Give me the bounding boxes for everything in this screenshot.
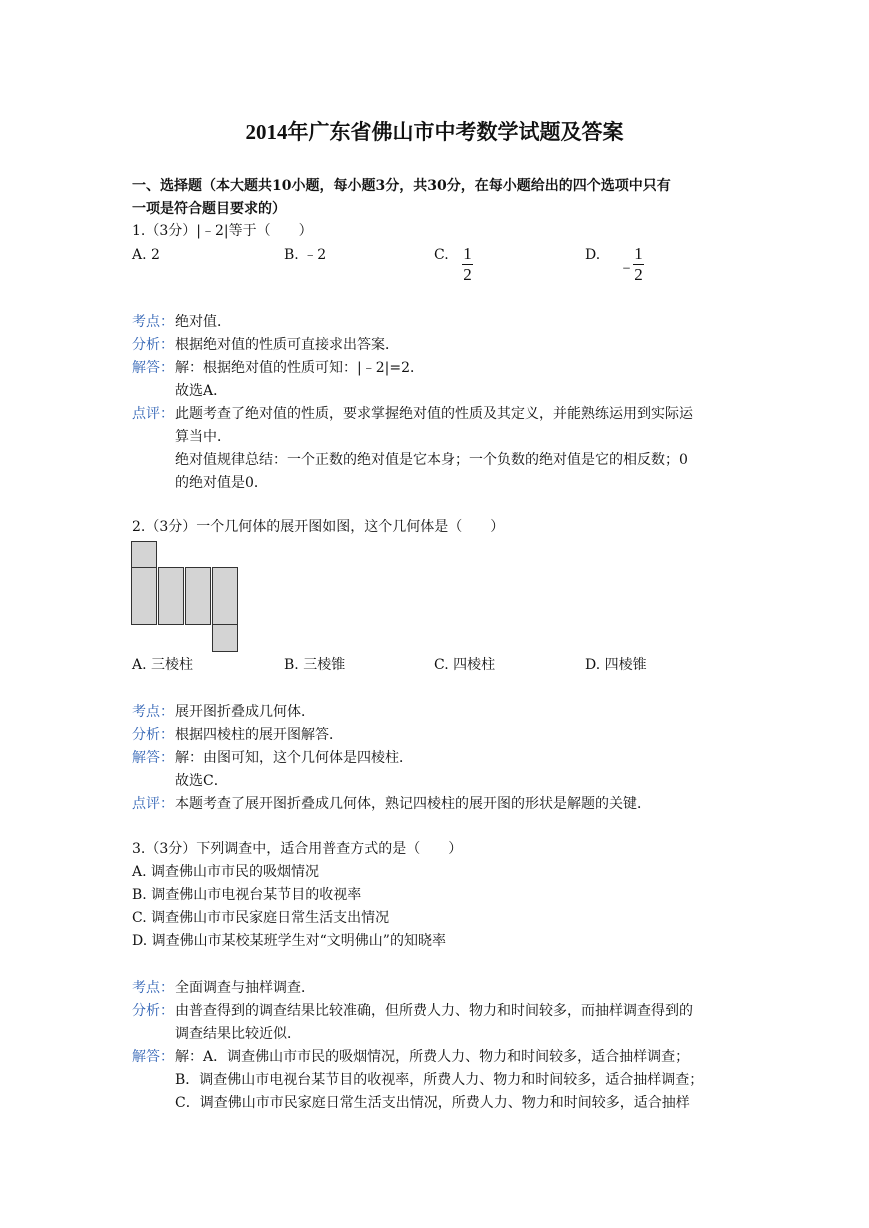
q1-option-b: B. ﹣2 xyxy=(284,247,327,263)
q2-fenxi: 根据四棱柱的展开图解答． xyxy=(175,727,343,743)
q2-option-c: C. 四棱柱 xyxy=(434,657,496,673)
q2-option-b: B. 三棱锥 xyxy=(284,657,346,673)
q1-dianping-line2: 算当中． xyxy=(175,429,231,445)
q1-option-c-label: C. xyxy=(434,247,449,263)
net-face-3 xyxy=(185,567,211,625)
q2-dianping-line1: 本题考查了展开图折叠成几何体，熟记四棱柱的展开图的形状是解题的关键． xyxy=(175,796,651,812)
q2-kaodian: 展开图折叠成几何体． xyxy=(175,704,315,720)
q2-jieda-line2: 故选C． xyxy=(175,773,228,789)
net-face-1 xyxy=(131,567,157,625)
q2-kaodian-label: 考点： xyxy=(132,704,174,720)
q1-dianping-line3: 绝对值规律总结：一个正数的绝对值是它本身；一个负数的绝对值是它的相反数；0 xyxy=(175,452,688,468)
q1-option-d-label: D. xyxy=(585,247,601,263)
q1-jieda-line2: 故选A． xyxy=(175,383,228,399)
q3-kaodian-label: 考点： xyxy=(132,980,174,996)
fraction-denominator: 2 xyxy=(463,265,472,284)
net-face-top xyxy=(131,541,157,569)
q3-option-c: C. 调查佛山市市民家庭日常生活支出情况 xyxy=(132,910,390,926)
fraction-numerator: 1 xyxy=(463,244,472,263)
q3-jieda-line2: B．调查佛山市电视台某节目的收视率，所费人力、物力和时间较多，适合抽样调查； xyxy=(175,1072,704,1088)
q1-jieda-label: 解答： xyxy=(132,360,174,376)
q3-kaodian: 全面调查与抽样调查． xyxy=(175,980,315,996)
section-heading-line2: 一项是符合题目要求的） xyxy=(132,201,286,217)
q1-fenxi: 根据绝对值的性质可直接求出答案． xyxy=(175,337,399,353)
q3-fenxi-line1: 由普查得到的调查结果比较准确，但所费人力、物力和时间较多，而抽样调查得到的 xyxy=(175,1003,693,1019)
q2-option-a: A. 三棱柱 xyxy=(132,657,194,673)
q1-fenxi-label: 分析： xyxy=(132,337,174,353)
q1-option-a: A. 2 xyxy=(132,247,160,263)
q3-option-d: D. 调查佛山市某校某班学生对“文明佛山”的知晓率 xyxy=(132,933,446,949)
q1-option-c-fraction xyxy=(462,245,473,284)
q3-fenxi-line2: 调查结果比较近似． xyxy=(175,1026,301,1042)
fraction-denominator: 2 xyxy=(634,265,643,284)
q2-stem: 2.（3分）一个几何体的展开图如图，这个几何体是（ ） xyxy=(132,519,505,535)
q1-kaodian: 绝对值． xyxy=(175,314,231,330)
q2-jieda-label: 解答： xyxy=(132,750,174,766)
q1-dianping-label: 点评： xyxy=(132,406,174,422)
q1-kaodian-label: 考点： xyxy=(132,314,174,330)
net-face-4 xyxy=(212,567,238,625)
net-face-bottom xyxy=(212,624,238,652)
q1-dianping-line1: 此题考查了绝对值的性质，要求掌握绝对值的性质及其定义，并能熟练运用到实际运 xyxy=(175,406,693,422)
q1-option-d-fraction xyxy=(633,245,644,284)
q3-jieda-line1: 解：A．调查佛山市市民的吸烟情况，所费人力、物力和时间较多，适合抽样调查； xyxy=(175,1049,690,1065)
q2-fenxi-label: 分析： xyxy=(132,727,174,743)
section-heading-line1: 一、选择题（本大题共10小题，每小题3分，共30分，在每小题给出的四个选项中只有 xyxy=(132,178,671,194)
q2-option-d: D. 四棱锥 xyxy=(585,657,647,673)
q3-jieda-line3: C．调查佛山市市民家庭日常生活支出情况，所费人力、物力和时间较多，适合抽样 xyxy=(175,1095,690,1111)
q2-jieda-line1: 解：由图可知，这个几何体是四棱柱． xyxy=(175,750,413,766)
q2-dianping-label: 点评： xyxy=(132,796,174,812)
fraction-numerator: 1 xyxy=(634,244,643,263)
q3-jieda-label: 解答： xyxy=(132,1049,174,1065)
q3-fenxi-label: 分析： xyxy=(132,1003,174,1019)
q3-option-b: B. 调查佛山市电视台某节目的收视率 xyxy=(132,887,362,903)
q1-jieda-line1: 解：根据绝对值的性质可知：|﹣2|=2． xyxy=(175,360,424,376)
q1-dianping-line4: 的绝对值是0． xyxy=(175,475,268,491)
q3-stem: 3.（3分）下列调查中，适合用普查方式的是（ ） xyxy=(132,841,463,857)
negative-sign: ﹣ xyxy=(618,257,635,276)
q1-stem: 1.（3分）|﹣2|等于（ ） xyxy=(132,223,313,239)
page-title: 2014年广东省佛山市中考数学试题及答案 xyxy=(245,120,624,144)
net-face-2 xyxy=(158,567,184,625)
q3-option-a: A. 调查佛山市市民的吸烟情况 xyxy=(132,864,320,880)
